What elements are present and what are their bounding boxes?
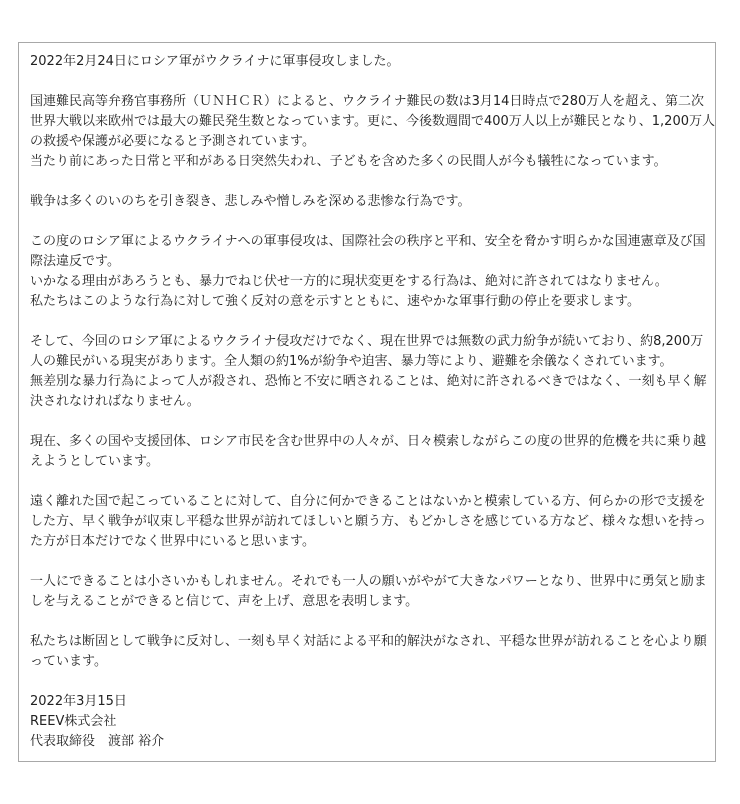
text-line: っています。 xyxy=(30,654,107,669)
text-line: た方が日本だけでなく世界中にいると思います。 xyxy=(30,534,315,549)
signature-date: 2022年3月15日 xyxy=(30,694,127,709)
text-line: の救援や保護が必要になると予測されています。 xyxy=(30,134,315,149)
paragraph-war xyxy=(30,192,705,212)
text-line: 私たちはこのような行為に対して強く反対の意を示すとともに、速やかな軍事行動の停止を要求します。 xyxy=(30,294,640,309)
paragraph-unhcr xyxy=(30,92,715,172)
signature-company: REEV株式会社 xyxy=(30,714,117,729)
text-line: 遠く離れた国で起こっていることに対して、自分に何かできることはないかと模索している方、何らかの形で支援を xyxy=(30,494,706,509)
text-line: 現在、多くの国や支援団体、ロシア市民を含む世界中の人々が、日々模索しながらこの度の世界的危機を共に乗り越 xyxy=(30,434,707,449)
text-line: した方、早く戦争が収束し平穏な世界が訪れてほしいと願う方、もどかしさを感じている方など、様々な想いを持っ xyxy=(30,514,707,529)
text-line: 決されなければなりません。 xyxy=(30,394,200,409)
text-line: この度のロシア軍によるウクライナへの軍事侵攻は、国際社会の秩序と平和、安全を脅かす明らかな国連憲章及び国 xyxy=(30,234,706,249)
text-line: 人の難民がいる現実があります。全人類の約1%が紛争や迫害、暴力等により、避難を余儀なくされています。 xyxy=(30,354,673,369)
text-line: 2022年2月24日にロシア軍がウクライナに軍事侵攻しました。 xyxy=(30,54,400,69)
text-line: そして、今回のロシア軍によるウクライナ侵攻だけでなく、現在世界では無数の武力紛争が続いており、約8,200万 xyxy=(30,334,704,349)
paragraph-opposition xyxy=(30,632,705,672)
text-line: 際法違反です。 xyxy=(30,254,120,269)
text-line: 私たちは断固として戦争に反対し、一刻も早く対話による平和的解決がなされ、平穏な世界が訪れることを心より願 xyxy=(30,634,707,649)
paragraph-feelings xyxy=(30,492,705,552)
paragraph-world-efforts xyxy=(30,432,705,472)
paragraph-violation xyxy=(30,232,705,312)
text-line: 当たり前にあった日常と平和がある日突然失われ、子どもを含めた多くの民間人が今も犠牲になっています。 xyxy=(30,154,667,169)
text-line: 国連難民高等弁務官事務所（ＵＮＨＣＲ）によると、ウクライナ難民の数は3月14日時点で280万人を超え、第二次 xyxy=(30,94,705,109)
signature-block xyxy=(30,692,705,752)
text-line: いかなる理由があろうとも、暴力でねじ伏せ一方的に現状変更をする行為は、絶対に許されてはなりません。 xyxy=(30,274,668,289)
paragraph-invasion xyxy=(30,52,705,72)
text-line: えようとしています。 xyxy=(30,454,159,469)
paragraph-one-person xyxy=(30,572,705,612)
text-line: 戦争は多くのいのちを引き裂き、悲しみや憎しみを深める悲惨な行為です。 xyxy=(30,194,471,209)
text-line: 無差別な暴力行為によって人が殺され、恐怖と不安に晒されることは、絶対に許されるべきではなく、一刻も早く解 xyxy=(30,374,707,389)
text-line: しを与えることができると信じて、声を上げ、意思を表明します。 xyxy=(30,594,419,609)
text-line: 一人にできることは小さいかもしれません。それでも一人の願いがやがて大きなパワーとなり、世界中に勇気と励ま xyxy=(30,574,707,589)
signature-representative: 代表取締役 渡部 裕介 xyxy=(30,734,165,749)
text-line: 世界大戦以来欧州では最大の難民発生数となっています。更に、今後数週間で400万人以上が難民となり、1,200万人 xyxy=(30,114,715,129)
statement-document xyxy=(18,42,716,762)
paragraph-conflicts xyxy=(30,332,705,412)
